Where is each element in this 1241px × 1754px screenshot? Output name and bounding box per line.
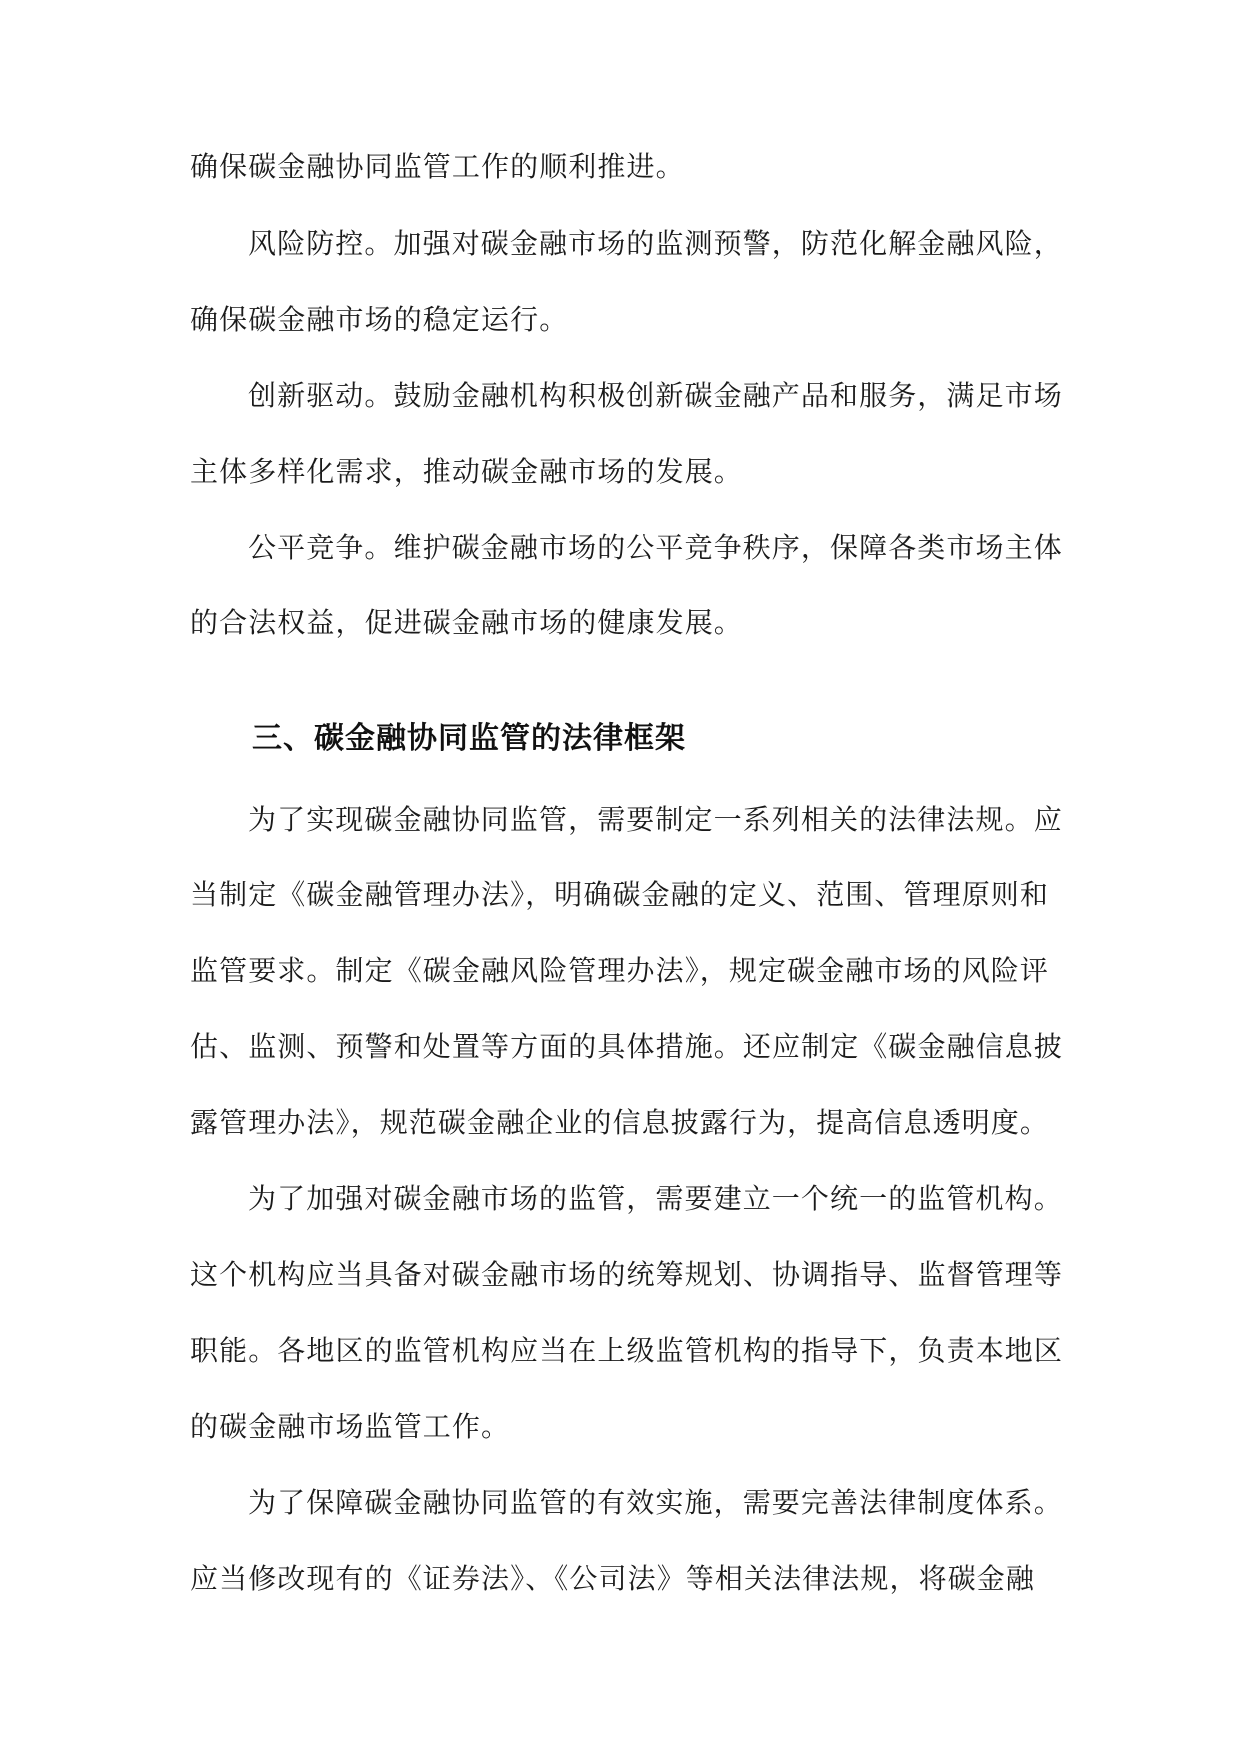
section-heading: 三、碳金融协同监管的法律框架 — [252, 721, 686, 756]
text-line: 为了加强对碳金融市场的监管，需要建立一个统一的监管机构。 — [248, 1182, 1063, 1215]
text-line: 估、监测、预警和处置等方面的具体措施。还应制定《碳金融信息披 — [190, 1030, 1064, 1063]
text-line: 确保碳金融市场的稳定运行。 — [190, 303, 569, 336]
text-line: 公平竞争。维护碳金融市场的公平竞争秩序，保障各类市场主体 — [248, 531, 1063, 564]
text-line: 这个机构应当具备对碳金融市场的统筹规划、协调指导、监督管理等 — [190, 1258, 1064, 1291]
text-line: 应当修改现有的《证券法》、《公司法》等相关法律法规，将碳金融 — [190, 1562, 1036, 1595]
text-line: 的碳金融市场监管工作。 — [190, 1410, 511, 1443]
text-line: 为了实现碳金融协同监管，需要制定一系列相关的法律法规。应 — [248, 803, 1063, 836]
text-line: 露管理办法》，规范碳金融企业的信息披露行为，提高信息透明度。 — [190, 1106, 1050, 1139]
text-line: 风险防控。加强对碳金融市场的监测预警，防范化解金融风险， — [248, 227, 1063, 260]
text-line: 的合法权益，促进碳金融市场的健康发展。 — [190, 606, 743, 639]
text-line: 主体多样化需求，推动碳金融市场的发展。 — [190, 455, 743, 488]
text-line: 当制定《碳金融管理办法》，明确碳金融的定义、范围、管理原则和 — [190, 878, 1050, 911]
text-line: 为了保障碳金融协同监管的有效实施，需要完善法律制度体系。 — [248, 1486, 1063, 1519]
text-line: 确保碳金融协同监管工作的顺利推进。 — [190, 150, 685, 183]
text-line: 创新驱动。鼓励金融机构积极创新碳金融产品和服务，满足市场 — [248, 379, 1063, 412]
text-line: 监管要求。制定《碳金融风险管理办法》，规定碳金融市场的风险评 — [190, 954, 1050, 987]
text-line: 职能。各地区的监管机构应当在上级监管机构的指导下，负责本地区 — [190, 1334, 1064, 1367]
